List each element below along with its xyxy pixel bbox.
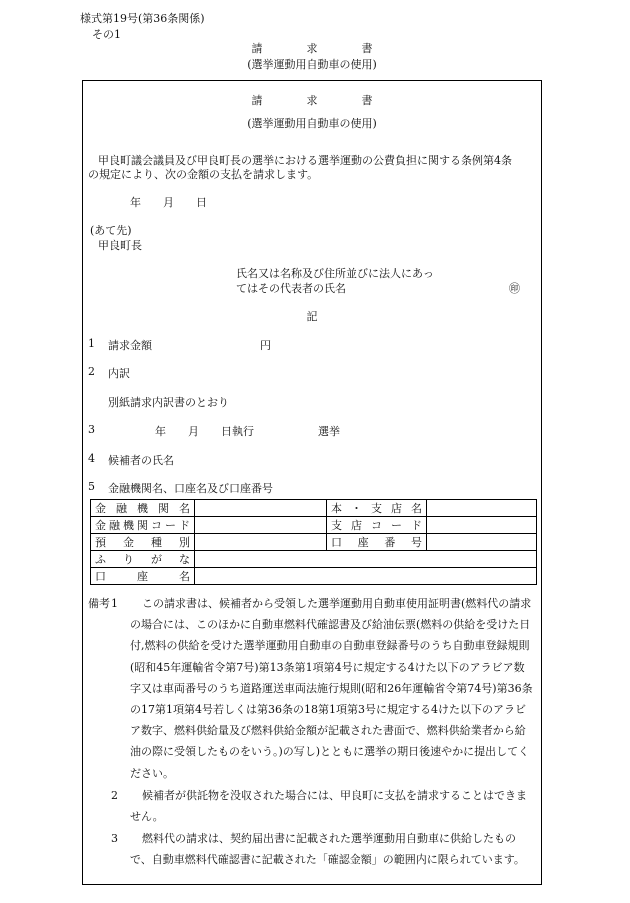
item-5-label: 金融機関名、口座名及び口座番号 [108, 482, 273, 495]
bank-name-field[interactable] [195, 500, 327, 517]
note-1-number: 1 [111, 597, 118, 610]
bank-code-label: 金融機関コード [91, 517, 195, 534]
form-part: その1 [92, 28, 121, 41]
bank-name-label: 金融機関名 [91, 500, 195, 517]
table-row [91, 551, 537, 568]
branch-code-label: 支店コード [327, 517, 427, 534]
branch-name-label: 本・支店名 [327, 500, 427, 517]
item-2-label: 内訳 [108, 367, 130, 380]
item-2-number: 2 [88, 365, 95, 378]
bank-code-field[interactable] [195, 517, 327, 534]
note-2-text: 候補者が供託物を没収された場合には、甲良町に支払を請求することはできません。 [130, 789, 527, 824]
account-holder-field[interactable] [195, 568, 537, 585]
branch-name-field[interactable] [427, 500, 537, 517]
item-5-number: 5 [88, 480, 95, 493]
table-row [91, 568, 537, 585]
table-row [91, 534, 537, 551]
claimant-line-2: てはその代表者の氏名 [236, 282, 346, 295]
item-3-suffix: 選挙 [318, 425, 340, 438]
intro-line-1: 甲良町議会議員及び甲良町長の選挙における選挙運動の公費負担に関する条例第4条 [98, 154, 512, 167]
ki-heading: 記 [306, 310, 318, 323]
addressee-name: 甲良町長 [98, 239, 142, 252]
note-1-text: この請求書は、候補者から受領した選挙運動用自動車使用証明書(燃料代の請求の場合には、このほかに自動車燃料代確認書及び給油伝票(燃料の供給を受けた日付,燃料の供給を受けた選挙運動用自動車の自動車登録番号のうち自動車登録規則(昭和45年運輸省令第7号)第13条第1項第4号に規定する4けた以下のアラビア数字又は車両番号のうち道路運送車両法施行規則(昭和26年運輸省令第74号)第36条の17第1項第4号若しくは第36条の18第1項第3号に規定する4けた以下のアラビア数字、燃料供給量及び燃料供給金額が記載された書面で、燃料供給業者から給油の際に受領したものをいう。)の写し)とともに選挙の期日後速やかに提出してください。 [130, 597, 533, 780]
outer-title: 請 求 書 [251, 42, 373, 55]
inner-title: 請 求 書 [251, 94, 373, 107]
note-3-number: 3 [111, 832, 118, 845]
notes-heading: 備考 [88, 597, 110, 610]
note-3-text: 燃料代の請求は、契約届出書に記載された選挙運動用自動車に供給したもので、自動車燃料代確認書に記載された「確認金額」の範囲内に限られています。 [130, 832, 525, 867]
note-1 [88, 593, 536, 780]
table-row [91, 517, 537, 534]
item-3-label: 年 月 日執行 [155, 425, 254, 438]
intro-line-2: の規定により、次の金額の支払を請求します。 [88, 168, 319, 181]
branch-code-field[interactable] [427, 517, 537, 534]
note-3 [88, 828, 536, 872]
item-2-detail: 別紙請求内訳書のとおり [108, 396, 229, 409]
note-2-number: 2 [111, 789, 118, 802]
claimant-line-1: 氏名又は名称及び住所並びに法人にあっ [236, 267, 434, 280]
deposit-type-label: 預金種別 [91, 534, 195, 551]
furigana-field[interactable] [195, 551, 537, 568]
table-row [91, 500, 537, 517]
note-2 [88, 785, 536, 829]
item-4-number: 4 [88, 452, 95, 465]
account-number-label: 口座番号 [327, 534, 427, 551]
addressee-label: (あて先) [90, 224, 132, 237]
date-line: 年 月 日 [130, 196, 207, 209]
deposit-type-field[interactable] [195, 534, 327, 551]
account-holder-label: 口座名 [91, 568, 195, 585]
furigana-label: ふりがな [91, 551, 195, 568]
form-number: 様式第19号(第36条関係) [80, 12, 205, 25]
item-4-label: 候補者の氏名 [108, 454, 174, 467]
item-1-number: 1 [88, 337, 95, 350]
item-1-suffix: 円 [260, 339, 271, 352]
seal-mark-icon: ㊞ [509, 282, 520, 295]
outer-subtitle: (選挙運動用自動車の使用) [247, 58, 377, 71]
account-number-field[interactable] [427, 534, 537, 551]
inner-subtitle: (選挙運動用自動車の使用) [247, 117, 377, 130]
bank-account-table [90, 499, 537, 585]
item-1-label: 請求金額 [108, 339, 152, 352]
item-3-number: 3 [88, 423, 95, 436]
